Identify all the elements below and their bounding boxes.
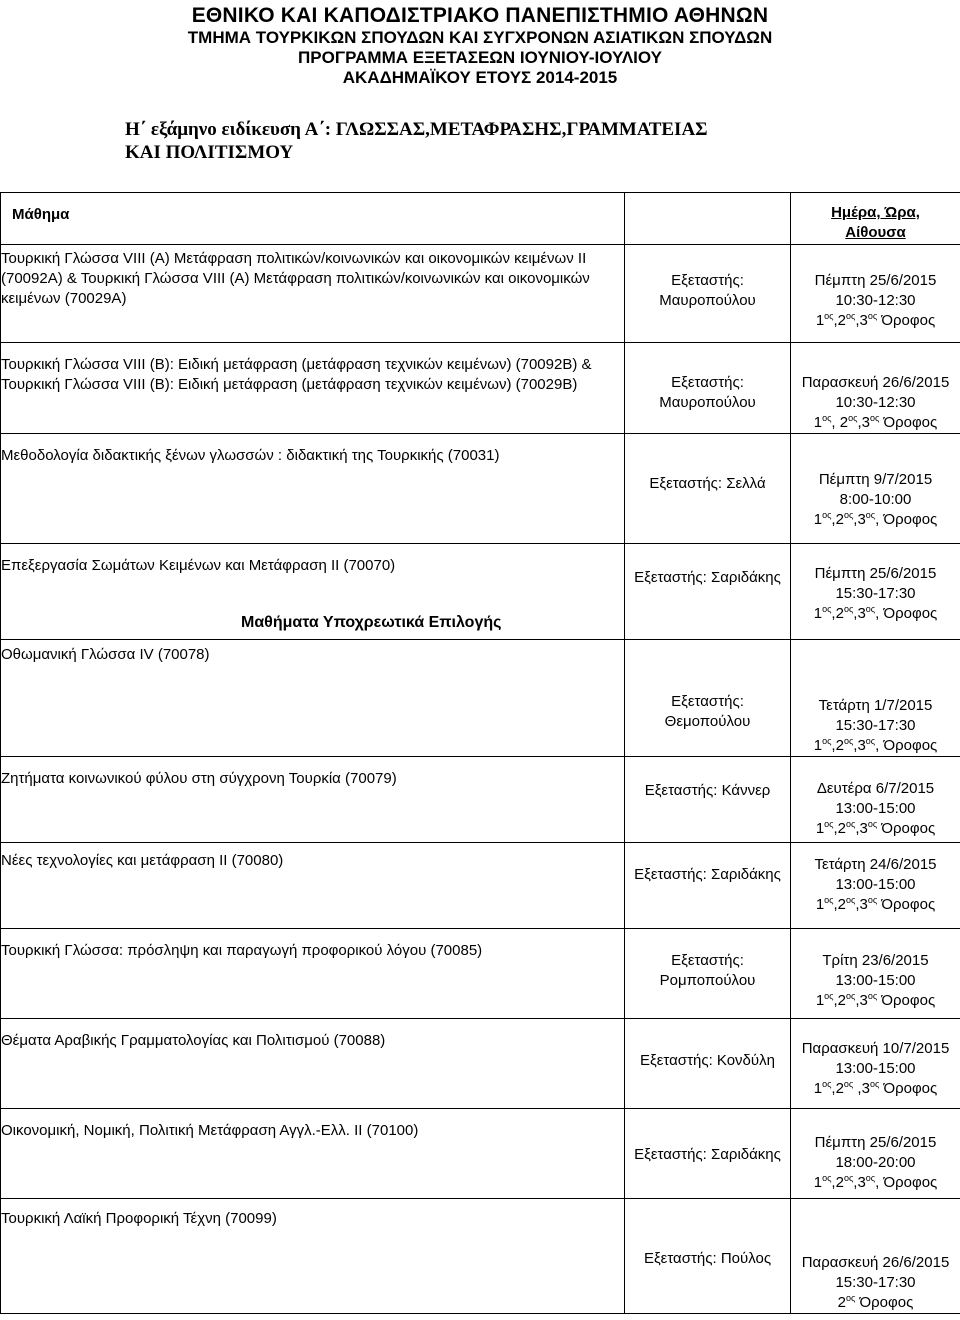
ordinal-suffix: ος [822,604,832,614]
room-text: 1 [813,737,823,754]
exam-slot-cell [791,434,960,544]
exam-rooms [791,1079,960,1099]
ordinal-suffix: ος [824,895,834,905]
exam-day: Πέμπτη 25/6/2015 [814,1134,937,1151]
examiner-text: Εξεταστής: Κονδύλη [640,1052,775,1069]
semester-line-2: ΚΑΙ ΠΟΛΙΤΙΣΜΟΥ [125,142,294,163]
exam-slot-cell [791,757,960,843]
course-title: Οθωμανική Γλώσσα IV (70078) [1,646,210,663]
exam-slot-cell [791,245,960,343]
examiner-cell [625,843,791,929]
ordinal-suffix: ος [869,1079,880,1089]
room-text: ,2 [833,820,847,837]
exam-slot-cell [791,1019,960,1109]
academic-year: ΑΚΑΔΗΜΑΪΚΟΥ ΕΤΟΥΣ 2014-2015 [342,68,618,87]
exam-time: 13:00-15:00 [835,972,916,989]
room-text: Όροφος [879,414,938,431]
ordinal-suffix: ος [843,604,854,614]
examiner-text: Εξεταστής: Σαριδάκης [634,569,781,586]
exam-time: 15:30-17:30 [835,1274,916,1291]
room-text: ,2 [833,312,847,329]
exam-day: Τετάρτη 1/7/2015 [818,697,933,714]
examiner-column-header [625,193,791,245]
exam-day: Πέμπτη 9/7/2015 [818,471,933,488]
exam-time: 10:30-12:30 [835,292,916,309]
room-text: ,3 [853,511,866,528]
course-title: Οικονομική, Νομική, Πολιτική Μετάφραση Αγγλ.-Ελλ. ΙΙ (70100) [1,1122,419,1139]
room-text: , Όροφος [875,605,938,622]
exam-day: Παρασκευή 26/6/2015 [801,1254,950,1271]
room-text: ,3 [855,820,868,837]
exam-time: 8:00-10:00 [839,491,912,508]
room-text: , Όροφος [875,1174,938,1191]
ordinal-suffix: ος [867,991,878,1001]
course-cell [1,245,625,343]
room-text: 1 [813,1174,823,1191]
date-column-header [791,193,960,245]
room-text: 1 [815,820,825,837]
room-text: Όροφος [879,1080,938,1097]
exam-rooms [791,510,960,530]
course-title: Επεξεργασία Σωμάτων Κειμένων και Μετάφραση ΙΙ (70070) [1,557,396,574]
exam-day: Πέμπτη 25/6/2015 [814,565,937,582]
ordinal-suffix: ος [822,736,832,746]
exam-row [1,1019,960,1109]
room-text: ,2 [831,1174,844,1191]
exam-rooms [791,991,960,1011]
exam-row [1,434,960,544]
exam-slot-cell [791,929,960,1019]
examiner-cell [625,1109,791,1199]
ordinal-suffix: ος [843,1079,854,1089]
examiner-cell [625,757,791,843]
ordinal-suffix: ος [824,819,834,829]
room-text: ,3 [855,312,868,329]
elective-section-heading: Μαθήματα Υποχρεωτικά Επιλογής [241,614,502,631]
exam-time: 13:00-15:00 [835,1060,916,1077]
room-text: ,3 [853,1080,870,1097]
ordinal-suffix: ος [846,1293,856,1303]
room-text: Όροφος [877,896,936,913]
program-title: ΠΡΟΓΡΑΜΜΑ ΕΞΕΤΑΣΕΩΝ ΙΟΥΝΙΟΥ-ΙΟΥΛΙΟΥ [298,48,662,67]
ordinal-suffix: ος [869,413,880,423]
exam-day: Πέμπτη 25/6/2015 [814,272,937,289]
document-header [0,0,960,88]
course-cell [1,757,625,843]
examiner-text: Εξεταστής: Πούλος [643,1250,772,1267]
room-text: ,3 [855,992,868,1009]
room-text: Όροφος [877,312,936,329]
exam-time: 13:00-15:00 [835,800,916,817]
room-text: ,2 [831,511,844,528]
ordinal-suffix: ος [865,736,876,746]
exam-rooms [791,413,960,433]
ordinal-suffix: ος [822,1079,832,1089]
ordinal-suffix: ος [822,1173,832,1183]
course-cell [1,343,625,434]
room-text: Όροφος [855,1294,914,1311]
exam-day: Τετάρτη 24/6/2015 [814,856,937,873]
exam-row [1,343,960,434]
exam-rooms [791,736,960,756]
room-text: 1 [813,511,823,528]
table-header-row [1,193,960,245]
exam-rooms [791,895,960,915]
examiner-text: Εξεταστής: Κάννερ [644,782,771,799]
exam-day: Παρασκευή 10/7/2015 [801,1040,950,1057]
room-text: ,3 [855,896,868,913]
room-text: Όροφος [877,820,936,837]
room-text: 1 [815,896,825,913]
date-header-line-2: Αίθουσα [845,224,906,241]
examiner-cell [625,929,791,1019]
exam-time: 15:30-17:30 [835,585,916,602]
course-title: Τουρκική Γλώσσα VIII (Α) Μετάφραση πολιτικών/κοινωνικών και οικονομικών κειμένων ΙΙ (70092Α) & Τουρκική Γλώσσα VIII (Α) Μετάφραση πολιτικών/κοινωνικών και οικονομικών κειμένων (70029Α) [1,250,590,307]
room-text: 1 [813,414,823,431]
course-title: Τουρκική Γλώσσα VIII (B): Ειδική μετάφραση (μετάφραση τεχνικών κειμένων) (70092Β) & Τουρκική Γλώσσα VIII (B): Ειδική μετάφραση (μετάφραση τεχνικών κειμένων) (70029Β) [1,356,592,393]
course-column-header: Μάθημα [1,193,625,245]
examiner-text: Μαυροπούλου [659,394,756,411]
semester-heading [125,118,960,164]
room-text: , 2 [831,414,849,431]
examiner-text: Εξεταστής: Σαριδάκης [634,866,781,883]
room-text: ,3 [853,1174,866,1191]
course-cell [1,1109,625,1199]
exam-time: 10:30-12:30 [835,394,916,411]
ordinal-suffix: ος [846,311,856,321]
course-title: Θέματα Αραβικής Γραμματολογίας και Πολιτισμού (70088) [1,1032,386,1049]
examiner-cell [625,343,791,434]
examiner-cell [625,544,791,640]
exam-time: 15:30-17:30 [835,717,916,734]
exam-row [1,245,960,343]
exam-row [1,929,960,1019]
examiner-text: Εξεταστής: [671,374,744,391]
exam-time: 13:00-15:00 [835,876,916,893]
course-cell [1,1019,625,1109]
exam-row [1,757,960,843]
examiner-text: Μαυροπούλου [659,292,756,309]
exam-day: Τρίτη 23/6/2015 [822,952,929,969]
examiner-cell [625,434,791,544]
exam-day: Δευτέρα 6/7/2015 [816,780,935,797]
room-text: , Όροφος [875,511,938,528]
exam-row [1,1109,960,1199]
exam-rooms [791,604,960,624]
course-title: Μεθοδολογία διδακτικής ξένων γλωσσών : διδακτική της Τουρκικής (70031) [1,447,500,464]
date-header-line-1: Ημέρα, Ώρα, [831,204,920,221]
ordinal-suffix: ος [867,311,878,321]
course-title: Ζητήματα κοινωνικού φύλου στη σύγχρονη Τουρκία (70079) [1,770,397,787]
room-text: ,3 [853,605,866,622]
room-text: Όροφος [877,992,936,1009]
ordinal-suffix: ος [867,819,878,829]
examiner-cell [625,1199,791,1314]
examiner-cell [625,245,791,343]
exam-slot-cell [791,544,960,640]
exam-rooms [791,1173,960,1193]
room-text: ,2 [833,896,847,913]
room-text: 1 [815,312,825,329]
examiner-text: Εξεταστής: [671,952,744,969]
room-text: 1 [815,992,825,1009]
room-text: 1 [813,1080,823,1097]
room-text: 2 [837,1294,847,1311]
exam-rooms [791,819,960,839]
examiner-cell [625,640,791,757]
ordinal-suffix: ος [843,736,854,746]
university-name: ΕΘΝΙΚΟ ΚΑΙ ΚΑΠΟΔΙΣΤΡΙΑΚΟ ΠΑΝΕΠΙΣΤΗΜΙΟ ΑΘΗΝΩΝ [191,4,769,27]
course-cell [1,1199,625,1314]
exam-schedule-table [0,192,960,1314]
ordinal-suffix: ος [843,510,854,520]
examiner-cell [625,1019,791,1109]
course-cell [1,929,625,1019]
room-text: ,2 [831,1080,844,1097]
examiner-text: Θεμοπούλου [664,713,751,730]
exam-rooms [791,1293,960,1313]
department-name: ΤΜΗΜΑ ΤΟΥΡΚΙΚΩΝ ΣΠΟΥΔΩΝ ΚΑΙ ΣΥΓΧΡΟΝΩΝ ΑΣΙΑΤΙΚΩΝ ΣΠΟΥΔΩΝ [187,28,773,47]
examiner-text: Εξεταστής: Σαριδάκης [634,1146,781,1163]
ordinal-suffix: ος [865,604,876,614]
room-text: ,2 [833,992,847,1009]
ordinal-suffix: ος [865,1173,876,1183]
ordinal-suffix: ος [846,819,856,829]
exam-slot-cell [791,640,960,757]
exam-slot-cell [791,343,960,434]
course-title: Τουρκική Γλώσσα: πρόσληψη και παραγωγή προφορικού λόγου (70085) [1,942,483,959]
course-cell [1,843,625,929]
examiner-text: Εξεταστής: [671,693,744,710]
ordinal-suffix: ος [846,895,856,905]
room-text: 1 [813,605,823,622]
room-text: , Όροφος [875,737,938,754]
course-cell [1,434,625,544]
examiner-text: Ρομποπούλου [659,972,756,989]
room-text: ,3 [853,737,866,754]
course-cell [1,614,625,757]
ordinal-suffix: ος [843,1173,854,1183]
ordinal-suffix: ος [846,991,856,1001]
examiner-text: Εξεταστής: [671,272,744,289]
exam-row [1,640,960,757]
exam-slot-cell [791,1199,960,1314]
course-title: Τουρκική Λαϊκή Προφορική Τέχνη (70099) [1,1210,277,1227]
exam-row [1,843,960,929]
exam-row [1,1199,960,1314]
course-title: Νέες τεχνολογίες και μετάφραση ΙΙ (70080) [1,852,284,869]
ordinal-suffix: ος [824,311,834,321]
exam-slot-cell [791,1109,960,1199]
exam-slot-cell [791,843,960,929]
ordinal-suffix: ος [822,413,832,423]
room-text: ,2 [831,737,844,754]
ordinal-suffix: ος [865,510,876,520]
room-text: ,2 [831,605,844,622]
exam-time: 18:00-20:00 [835,1154,916,1171]
ordinal-suffix: ος [867,895,878,905]
semester-line-1: Η΄ εξάμηνο ειδίκευση Α΄: ΓΛΩΣΣΑΣ,ΜΕΤΑΦΡΑΣΗΣ,ΓΡΑΜΜΑΤΕΙΑΣ [125,119,708,140]
exam-day: Παρασκευή 26/6/2015 [801,374,950,391]
ordinal-suffix: ος [848,413,858,423]
ordinal-suffix: ος [822,510,832,520]
examiner-text: Εξεταστής: Σελλά [649,475,766,492]
room-text: ,3 [857,414,870,431]
exam-rooms [791,311,960,331]
ordinal-suffix: ος [824,991,834,1001]
